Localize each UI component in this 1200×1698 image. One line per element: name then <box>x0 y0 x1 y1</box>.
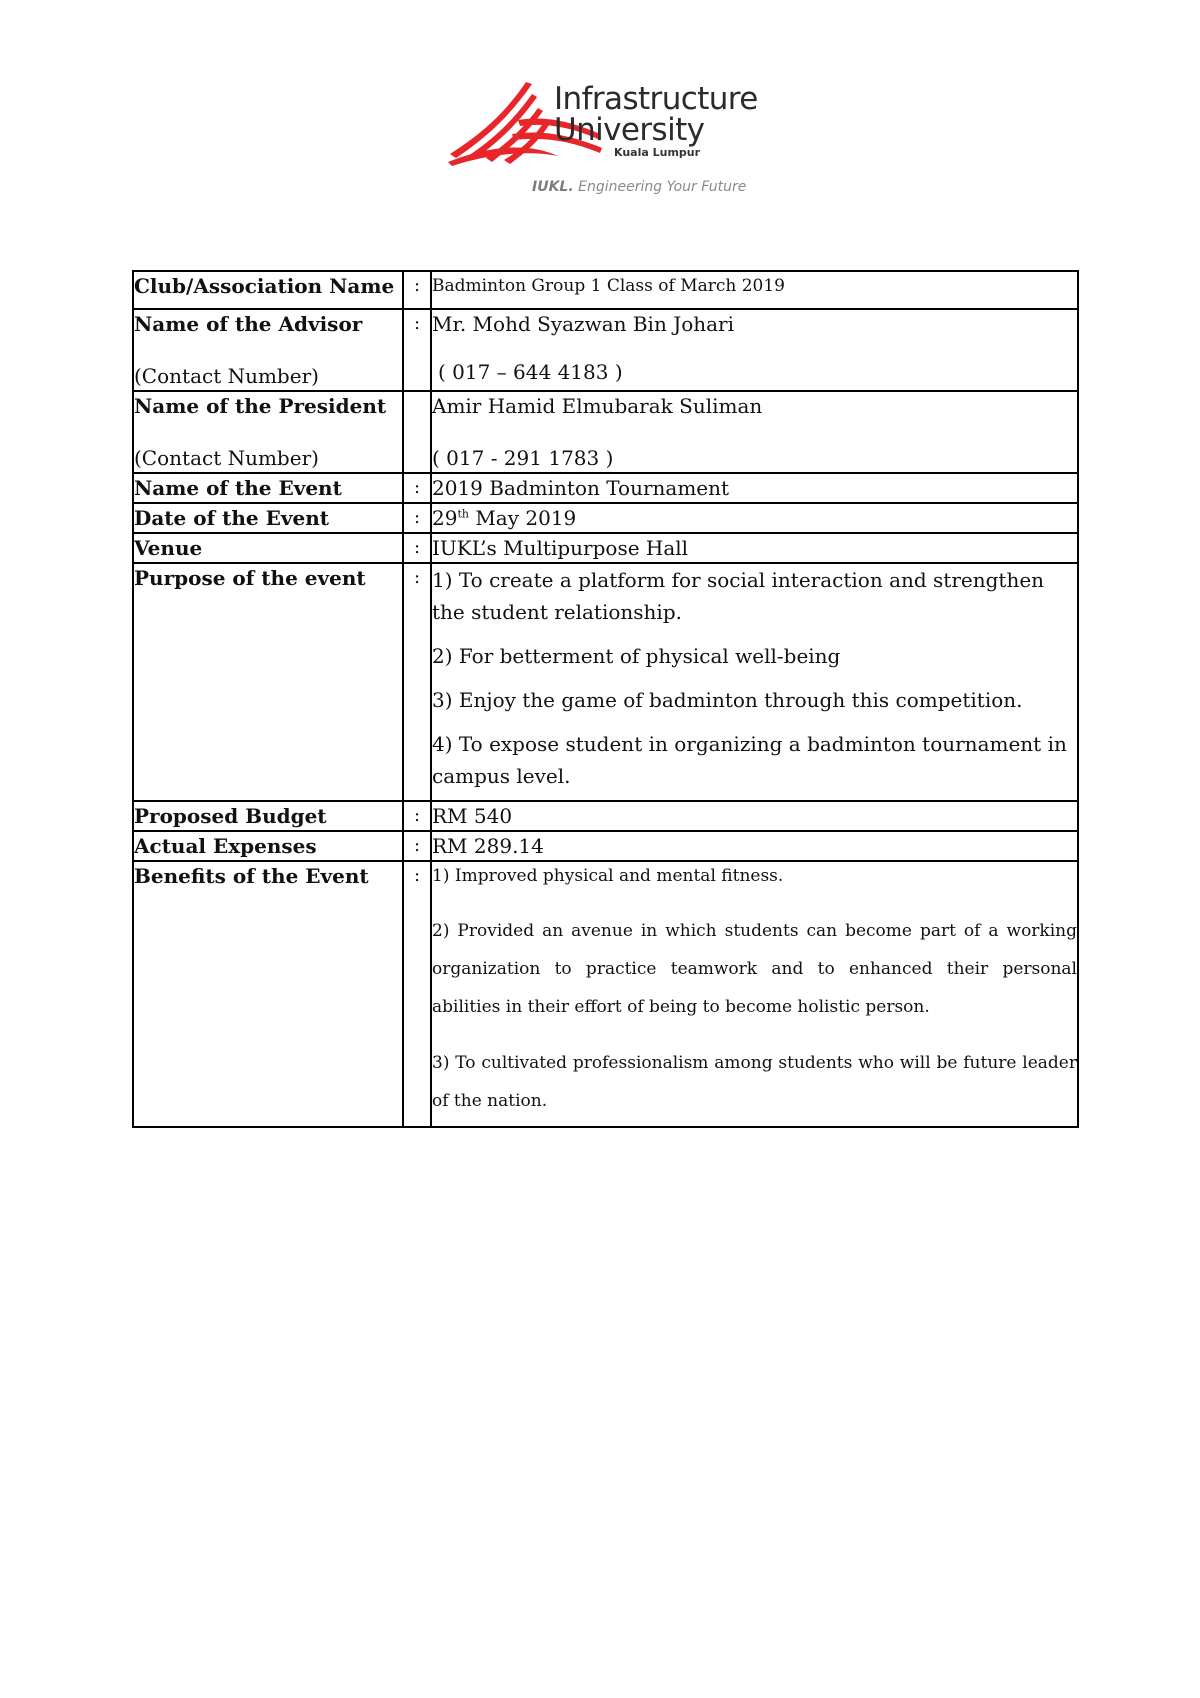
colon: : <box>403 309 431 391</box>
club-label: Club/Association Name <box>133 271 403 309</box>
event-name-label: Name of the Event <box>133 473 403 503</box>
advisor-contact: ( 017 – 644 4183 ) <box>438 360 623 384</box>
table-row-president <box>133 391 1078 473</box>
table-row-advisor <box>133 309 1078 391</box>
table-row-budget <box>133 801 1078 831</box>
benefits-list <box>431 861 1078 1127</box>
colon-empty <box>403 391 431 473</box>
purpose-item: 3) Enjoy the game of badminton through this competition. <box>432 688 1023 712</box>
budget-label: Proposed Budget <box>133 801 403 831</box>
benefit-item: 2) Provided an avenue in which students can become part of a working organization to practice teamwork and to enhanced their personal abilities in their effort of being to become holistic person. <box>432 921 1077 1017</box>
expenses-value: RM 289.14 <box>431 831 1078 861</box>
purpose-label: Purpose of the event <box>133 563 403 801</box>
event-report-table <box>132 270 1079 1128</box>
event-date-label: Date of the Event <box>133 503 403 533</box>
president-label: Name of the President <box>134 394 387 418</box>
expenses-label: Actual Expenses <box>133 831 403 861</box>
table-row-expenses <box>133 831 1078 861</box>
logo-name-line2: University <box>554 112 705 148</box>
benefit-item: 1) Improved physical and mental fitness. <box>432 866 784 886</box>
president-name: Amir Hamid Elmubarak Suliman <box>432 394 763 418</box>
event-date-suffix: th <box>457 507 469 521</box>
venue-label: Venue <box>133 533 403 563</box>
event-date-rest: May 2019 <box>468 506 577 530</box>
colon: : <box>403 503 431 533</box>
logo-name-line1: Infrastructure <box>554 81 758 117</box>
university-logo <box>448 76 768 206</box>
event-date-value <box>431 503 1078 533</box>
purpose-item: 2) For betterment of physical well-being <box>432 644 841 668</box>
logo-tagline-brand: IUKL. <box>532 179 574 195</box>
table-row-club <box>133 271 1078 309</box>
colon: : <box>403 801 431 831</box>
logo-location: Kuala Lumpur <box>614 146 701 159</box>
benefits-label: Benefits of the Event <box>133 861 403 1127</box>
purpose-list <box>431 563 1078 801</box>
budget-value: RM 540 <box>431 801 1078 831</box>
advisor-label: Name of the Advisor <box>134 312 363 336</box>
table-row-benefits <box>133 861 1078 1127</box>
advisor-name: Mr. Mohd Syazwan Bin Johari <box>432 312 735 336</box>
president-contact: ( 017 - 291 1783 ) <box>432 446 614 470</box>
table-row-event-date <box>133 503 1078 533</box>
event-date-day: 29 <box>432 506 458 530</box>
advisor-value-cell <box>431 309 1078 391</box>
table-row-event-name <box>133 473 1078 503</box>
advisor-label-cell <box>133 309 403 391</box>
table-row-purpose <box>133 563 1078 801</box>
president-label-cell <box>133 391 403 473</box>
club-value: Badminton Group 1 Class of March 2019 <box>431 271 1078 309</box>
venue-value: IUKL’s Multipurpose Hall <box>431 533 1078 563</box>
purpose-item: 1) To create a platform for social interaction and strengthen the student relationship. <box>432 568 1045 624</box>
colon: : <box>403 533 431 563</box>
table-row-venue <box>133 533 1078 563</box>
colon: : <box>403 473 431 503</box>
benefit-item: 3) To cultivated professionalism among students who will be future leader of the nation. <box>432 1053 1077 1111</box>
advisor-contact-label: (Contact Number) <box>134 364 319 388</box>
logo-tagline-text: Engineering Your Future <box>573 179 747 195</box>
event-name-value: 2019 Badminton Tournament <box>431 473 1078 503</box>
purpose-item: 4) To expose student in organizing a badminton tournament in campus level. <box>432 732 1067 788</box>
colon: : <box>403 831 431 861</box>
logo-tagline <box>532 179 746 195</box>
colon: : <box>403 563 431 801</box>
colon: : <box>403 861 431 1127</box>
president-value-cell <box>431 391 1078 473</box>
colon: : <box>403 271 431 309</box>
president-contact-label: (Contact Number) <box>134 446 319 470</box>
